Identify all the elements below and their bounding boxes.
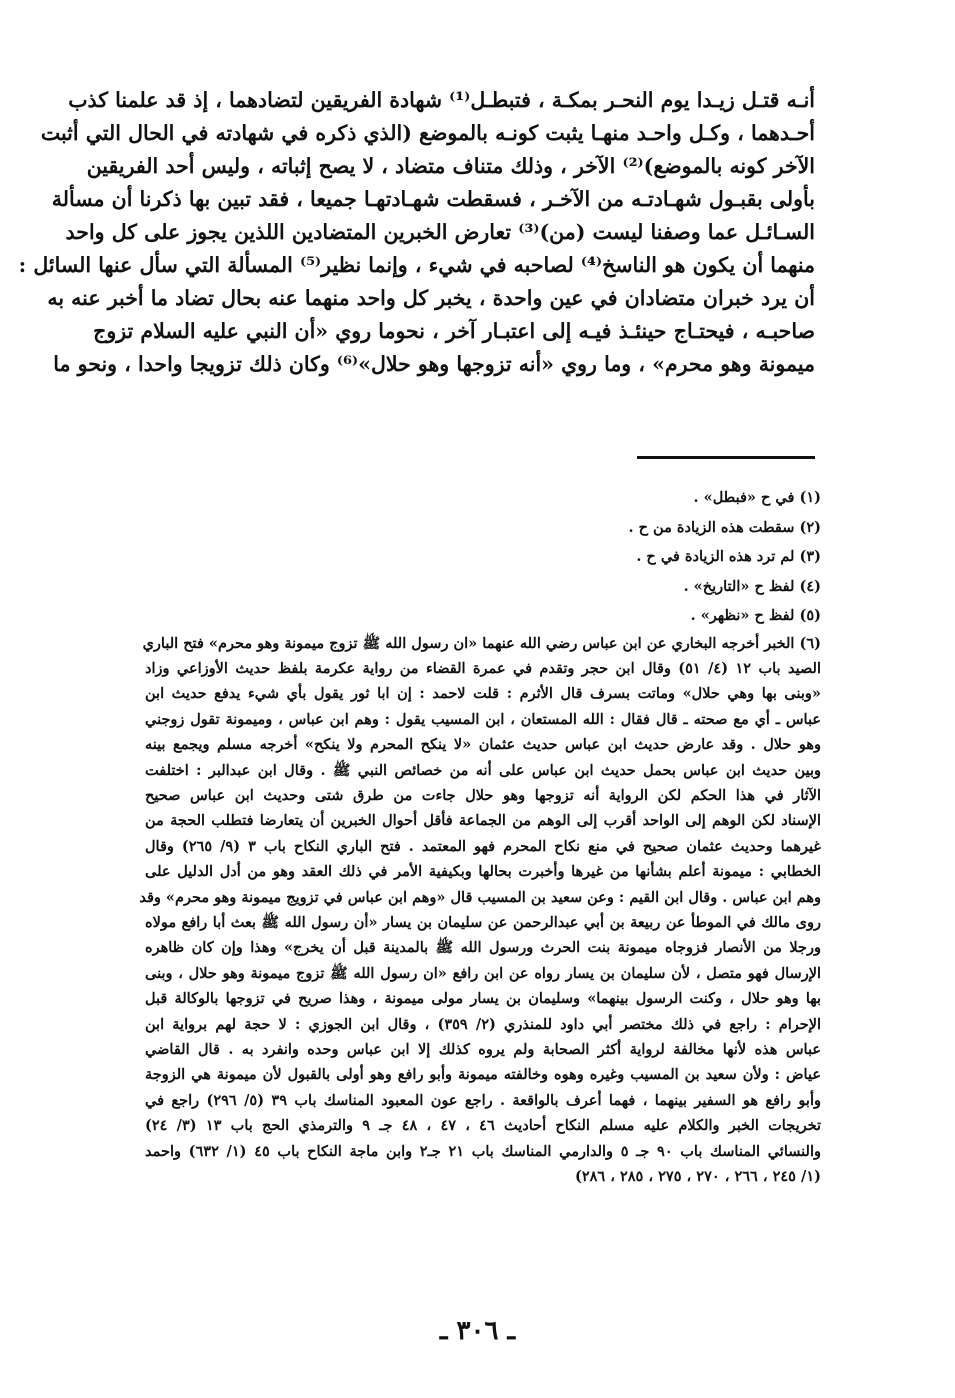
footnote-6-line: الإرسال فهو متصل ، لأن سليمان بن يسار رواه عن ابن رافع «ان رسول الله ﷺ تزوج ميمونة وهو حلال ، وبنى (145, 964, 821, 982)
footnote-6-line: «وبنى بها وهي حلال» وماتت بسرف قال الأثرم : قلت لاحمد : إن ابا ثور يقول بأي شيء يدفع حديث ابن (145, 685, 821, 703)
footnote-6-line: الخطابي : ميمونة أعلم بشأنها من غيرها وأخبرت بحالها وبكيفية الأمر في ذلك العقد وهو من أدل الدليل على (145, 863, 821, 881)
footnote-6 (139, 631, 822, 1190)
footnote-6-line: الإسناد لكن الوهم إلى الواحد أقرب إلى الوهم من الجماعة فأقل أحوال الخبرين أن يتعارضا فتطلب الحجة من (145, 812, 821, 830)
footnote-6-line: الصيد باب ١٢ (٤/ ٥١) وقال ابن حجر وتقدم في عمرة القضاء من رواية عكرمة بلفظ حديث الأوزاعي وزاد (145, 659, 821, 677)
footnote-6-line: وأبو رافع هو السفير بينهما ، فهما أعرف بالواقعة . راجع عون المعبود المناسك باب ٣٩ (٥/ ٢٩٦) راجع في (145, 1091, 821, 1109)
footnote-6-line: (٦) الخبر أخرجه البخاري عن ابن عباس رضي الله عنهما «ان رسول الله ﷺ تزوج ميمونة وهو محرم» فتح الباري (142, 634, 821, 652)
main-text-line: ميمونة وهو محرم» ، وما روي «أنه تزوجها وهو حلال»⁽⁶⁾ وكان ذلك تزويجا واحدا ، ونحو ما (53, 352, 815, 376)
footnotes (139, 483, 822, 1189)
footnote-3: (٣) لم ترد هذه الزيادة في ح . (636, 548, 821, 565)
footnote-1: (١) في ح «فبطل» . (693, 489, 821, 506)
main-text-body (18, 84, 815, 381)
footnote-6-line: غيرهما وحديث عثمان صحيح في منع نكاح المحرم فهو المعتمد . فتح الباري النكاح باب ٣ (٩/ ٢٦٥) وقال (145, 837, 822, 855)
footnote-6-line: ورجلا من الأنصار فزوجاه ميمونة بنت الحرث ورسول الله ﷺ بالمدينة قبل أن يخرج» وهذا وإن كان ظاهره (145, 939, 821, 957)
footnote-6-line: (١/ ٢٤٥ ، ٢٦٦ ، ٢٧٠ ، ٢٧٥ ، ٢٨٥ ، ٢٨٦) (574, 1168, 821, 1186)
main-text-line: صاحبـه ، فيحتـاج حينئـذ فيـه إلى اعتبـار آخر ، نحوما روي «أن النبي عليه السلام تزوج (93, 319, 815, 343)
footnote-6-line: وبين حديث ابن عباس بحمل حديث ابن عباس على أنه من خصائص النبي ﷺ . وقال ابن عبدالبر : اختلفت (145, 761, 821, 779)
main-text-line: السـائـل عما وصفنا ليست (من)⁽³⁾ تعارض الخبرين المتضادين اللذين يجوز على كل واحد (65, 220, 815, 244)
page-number: ـ ٣٠٦ ـ (439, 1316, 516, 1346)
footnote-6-line: عباس ـ أي مع صحته ـ قال فقال : الله المستعان ، ابن المسيب يقول : وهم ابن عباس ، وميمونة تقول زوجني (145, 710, 821, 728)
footnote-separator (637, 456, 815, 459)
main-text-line: أنـه قتـل زيـدا يوم النحـر بمكـة ، فتبطـل⁽¹⁾ شهادة الفريقين لتضادهما ، إذ قد علمنا كذب (68, 88, 815, 112)
footnote-4: (٤) لفظ ح «التاريخ» . (683, 577, 821, 595)
main-text-line: منهما أن يكون هو الناسخ⁽⁴⁾ لصاحبه في شيء ، وإنما نظير⁽⁵⁾ المسألة التي سأل عنها السائل : (18, 253, 815, 277)
footnote-6-line: والنسائي المناسك باب ٩٠ جـ ٥ والدارمي المناسك باب ٢١ جـ٢ وابن ماجة النكاح باب ٤٥ (١/ ٦٣٢) واحمد (145, 1142, 821, 1160)
footnote-6-line: الإحرام : راجع في ذلك مختصر أبي داود للمنذري (٢/ ٣٥٩) ، وقال ابن الجوزي : لا حجة لهم برواية ابن (145, 1015, 821, 1033)
main-text-line: أن يرد خبران متضادان في عين واحدة ، يخبر كل واحد منهما عنه بحال تضاد ما أخبر عنه به (47, 286, 815, 310)
main-text-line: الآخر كونه بالموضع)⁽²⁾ الآخر ، وذلك متناف متضاد ، لا يصح إثباته ، وليس أحد الفريقين (86, 154, 815, 178)
footnote-6-line: روى مالك في الموطأ عن ربيعة بن أبي عبدالرحمن عن سليمان بن يسار «أن رسول الله ﷺ بعث أبا رافع مولاه (145, 913, 821, 931)
main-text-line: بأولى بقبـول شهـادتـه من الآخـر ، فسقطت شهـادتهـا جميعا ، فقد تبين بها ذكرنا أن مسألة (51, 187, 815, 211)
footnote-5: (٥) لفظ ح «نظهر» . (690, 607, 821, 624)
footnote-6-line: بها وهو حلال ، وكنت الرسول بينهما» وسليمان بن يسار مولى ميمونة ، وهذا صريح في تزوجها بالوكالة قبل (145, 990, 821, 1008)
footnote-6-line: وهو حلال . وقد عارض حديث ابن عباس حديث عثمان «لا ينكح المحرم ولا ينكح» أخرجه مسلم ويجمع بينه (145, 736, 821, 754)
footnote-6-line: عياض : ولأن سعيد بن المسيب وغيره وهوه وخالفته ميمونة وأبو رافع وهو أولى بالقبول لأن ميمونة هي الزوجة (145, 1066, 821, 1084)
footnote-6-line: وهم ابن عباس . وقال ابن القيم : وعن سعيد بن المسيب قال «وهم ابن عباس في تزويج ميمونة وهو محرم» وقد (139, 888, 821, 906)
footnote-6-line: الآثار في هذا الحكم لكن الرواية أنه تزوجها وهو حلال جاءت من طرق شتى وحديث ابن عباس صحيح (145, 786, 821, 804)
footnote-6-line: عباس هذه لأنها مخالفة لرواية أكثر الصحابة ولم يروه كذلك إلا ابن عباس وحده وانفرد به . قال القاضي (145, 1041, 821, 1058)
footnote-2: (٢) سقطت هذه الزيادة من ح . (628, 518, 821, 536)
footnote-6-line: تخريجات الخبر والكلام عليه مسلم النكاح أحاديث ٤٦ ، ٤٧ ، ٤٨ جـ ٩ والترمذي الحج باب ١٣ (٣/ ٢٤) (145, 1117, 822, 1135)
main-text-line: أحـدهما ، وكـل واحـد منهـا يثبت كونـه بالموضع (الذي ذكره في شهادته في الحال التي أثبت (40, 121, 815, 145)
